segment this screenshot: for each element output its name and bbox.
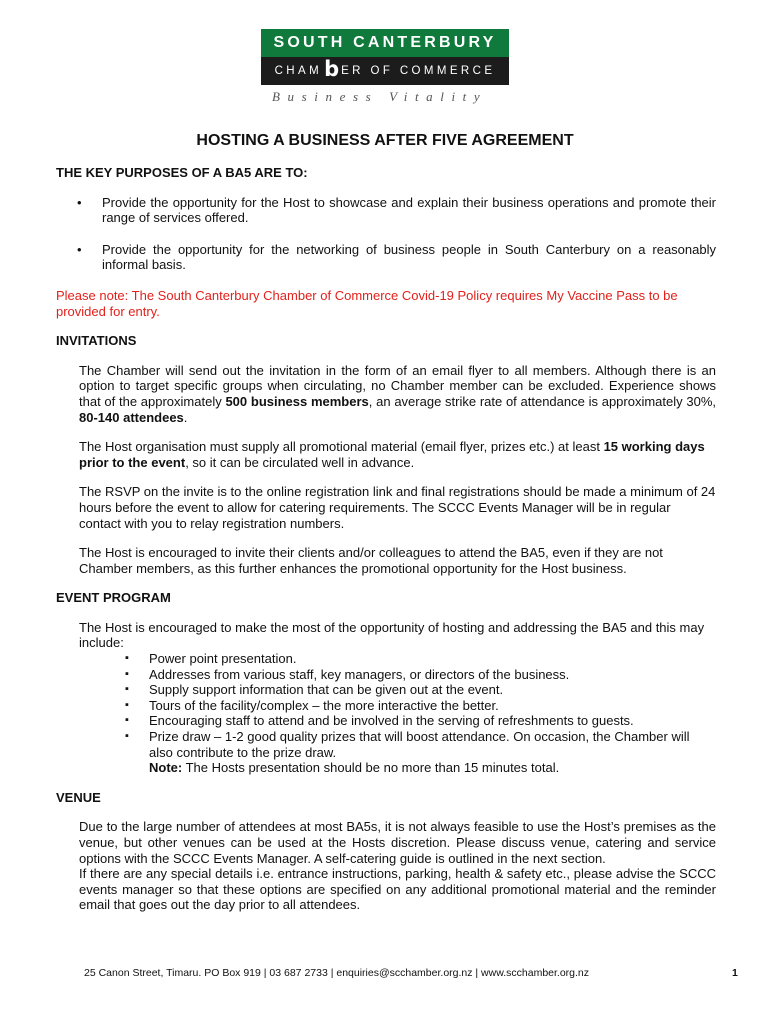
logo-tagline: Business Vitality bbox=[272, 89, 488, 104]
invitations-paragraph-1 bbox=[79, 363, 716, 425]
list-item: ▪ Addresses from various staff, key managers, or directors of the business. bbox=[56, 667, 716, 683]
covid-note: Please note: The South Canterbury Chamber of Commerce Covid-19 Policy requires My Vaccine Pass to be provided for entry. bbox=[56, 287, 678, 319]
event-program-intro: The Host is encouraged to make the most of the opportunity of hosting and addressing the BA5 and this may include: bbox=[79, 619, 705, 651]
chamber-logo bbox=[261, 29, 509, 85]
text-run: . bbox=[183, 409, 188, 425]
note-text: The Hosts presentation should be no more than 15 minutes total. bbox=[182, 760, 560, 776]
invitations-paragraph-3: The RSVP on the invite is to the online registration link and final registrations should be made a minimum of 24 hours before the event to allow for catering requirements. The SCCC Events Manager will be in regular contact with you to relay registration numbers. bbox=[79, 484, 716, 531]
text-run: , so it can be circulated well in advance. bbox=[185, 454, 415, 470]
invitations-heading: INVITATIONS bbox=[56, 333, 137, 349]
text-run: The Host organisation must supply all promotional material (email flyer, prizes etc.) at least bbox=[79, 439, 604, 455]
event-program-heading: EVENT PROGRAM bbox=[56, 590, 171, 606]
venue-paragraph-1: Due to the large number of attendees at most BA5s, it is not always feasible to use the Host’s premises as the venue, but other venues can be used at the Hosts discretion. Please discuss venue, catering and service options with the SCCC Events Manager. A self-catering guide is outlined in the next section. bbox=[79, 819, 716, 866]
text-run-bold: 15 working days prior to the event bbox=[79, 439, 705, 470]
text-run: The Chamber will send out the invitation in the form of an email flyer to all members. Although there is an option to target specific groups when circulating, no Chamber member can be excluded. Experience shows that of the approximately bbox=[79, 362, 716, 409]
page-title: HOSTING A BUSINESS AFTER FIVE AGREEMENT bbox=[196, 132, 574, 149]
logo-b-mark: b bbox=[324, 57, 340, 81]
page-footer: 25 Canon Street, Timaru. PO Box 919 | 03 687 2733 | enquiries@scchamber.org.nz | www.scchamber.org.nz bbox=[84, 967, 590, 979]
list-item: ▪ Tours of the facility/complex – the more interactive the better. bbox=[56, 698, 716, 714]
note-label: Note: bbox=[149, 760, 183, 776]
list-item: • Provide the opportunity for the Host to showcase and explain their business operations and promote their range of services offered. bbox=[56, 195, 716, 226]
logo-line-1: SOUTH CANTERBURY bbox=[261, 29, 509, 57]
list-item: ▪ Encouraging staff to attend and be involved in the serving of refreshments to guests. bbox=[56, 713, 716, 729]
document-body bbox=[56, 165, 716, 913]
logo-line-2 bbox=[261, 57, 509, 85]
logo-line-2-left: CHAM bbox=[274, 65, 323, 77]
purposes-heading: THE KEY PURPOSES OF A BA5 ARE TO: bbox=[56, 165, 308, 180]
venue-paragraph-2: If there are any special details i.e. entrance instructions, parking, health & safety etc., please advise the SCCC events manager so that these options are specified on any additional promotional material and the reminder email that goes out the day prior to all attendees. bbox=[79, 866, 716, 913]
page-number: 1 bbox=[732, 967, 738, 979]
invitations-paragraph-2 bbox=[79, 439, 716, 470]
purposes-list bbox=[56, 195, 716, 273]
event-program-list bbox=[56, 651, 716, 760]
invitations-paragraph-4: The Host is encouraged to invite their clients and/or colleagues to attend the BA5, even if they are not Chamber members, as this further enhances the promotional opportunity for the Host business. bbox=[79, 545, 663, 576]
text-run-bold: 500 business members bbox=[225, 393, 369, 409]
venue-heading: VENUE bbox=[56, 789, 101, 805]
list-item: ▪ Prize draw – 1-2 good quality prizes that will boost attendance. On occasion, the Chamber will also contribute to the prize draw. bbox=[56, 729, 716, 760]
presentation-note bbox=[56, 760, 716, 776]
logo-line-2-right: ER OF COMMERCE bbox=[341, 65, 496, 77]
list-item: ▪ Supply support information that can be given out at the event. bbox=[56, 682, 716, 698]
list-item: • Provide the opportunity for the networking of business people in South Canterbury on a reasonably informal basis. bbox=[56, 242, 716, 273]
list-item: ▪ Power point presentation. bbox=[56, 651, 716, 667]
text-run: , an average strike rate of attendance is approximately 30%, bbox=[368, 393, 716, 409]
text-run-bold: 80-140 attendees bbox=[79, 409, 184, 425]
